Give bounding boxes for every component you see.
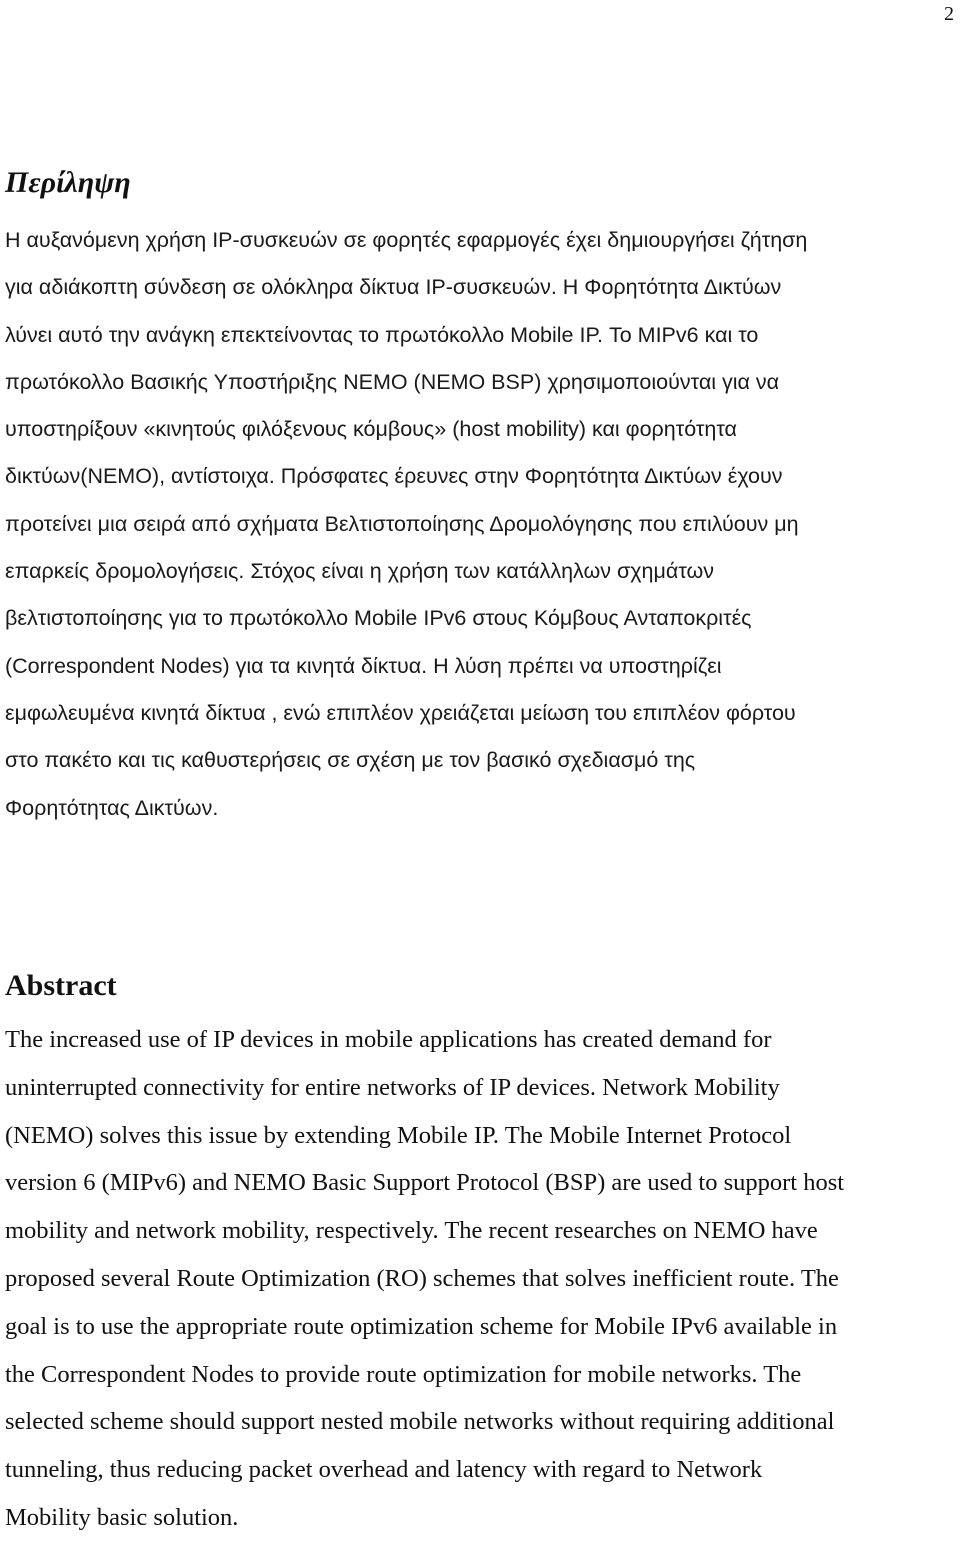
english-line: Mobility basic solution. (5, 1503, 239, 1531)
english-line: goal is to use the appropriate route optimization scheme for Mobile IPv6 available in (5, 1312, 838, 1340)
english-abstract-heading: Abstract (5, 969, 117, 1002)
english-abstract-section (5, 966, 953, 1542)
greek-line: πρωτόκολλο Βασικής Υποστήριξης NEMO (NEMO BSP) χρησιμοποιούνται για να (5, 369, 780, 394)
greek-line: δικτύων(NEMO), αντίστοιχα. Πρόσφατες έρευνες στην Φορητότητα Δικτύων έχουν (5, 464, 783, 489)
greek-line: για αδιάκοπτη σύνδεση σε ολόκληρα δίκτυα IP-συσκευών. Η Φορητότητα Δικτύων (5, 275, 782, 300)
english-line: proposed several Route Optimization (RO) schemes that solves inefficient route. The (5, 1264, 839, 1292)
english-line: mobility and network mobility, respectively. The recent researches on NEMO have (5, 1217, 818, 1245)
english-line: uninterrupted connectivity for entire networks of IP devices. Network Mobility (5, 1073, 780, 1101)
english-line: (NEMO) solves this issue by extending Mobile IP. The Mobile Internet Protocol (5, 1121, 792, 1149)
greek-line: Η αυξανόμενη χρήση IP-συσκευών σε φορητές εφαρμογές έχει δημιουργήσει ζήτηση (5, 228, 808, 252)
greek-abstract-heading: Περίληψη (5, 166, 131, 199)
greek-line: προτείνει μια σειρά από σχήματα Βελτιστοποίησης Δρομολόγησης που επιλύουν μη (5, 511, 799, 536)
english-line: The increased use of IP devices in mobile applications has created demand for (5, 1026, 772, 1053)
greek-line: (Correspondent Nodes) για τα κινητά δίκτυα. Η λύση πρέπει να υποστηρίζει (5, 653, 722, 678)
greek-abstract-body (5, 217, 953, 832)
greek-line: εμφωλευμένα κινητά δίκτυα , ενώ επιπλέον χρειάζεται μείωση του επιπλέον φόρτου (5, 700, 796, 725)
english-line: selected scheme should support nested mobile networks without requiring additional (5, 1408, 835, 1436)
english-line: version 6 (MIPv6) and NEMO Basic Support Protocol (BSP) are used to support host (5, 1169, 845, 1197)
english-abstract-body (5, 1016, 953, 1542)
english-line: the Correspondent Nodes to provide route optimization for mobile networks. The (5, 1360, 802, 1388)
greek-abstract-section (5, 163, 953, 832)
greek-line: βελτιστοποίησης για το πρωτόκολλο Mobile IPv6 στους Κόμβους Ανταποκριτές (5, 606, 752, 631)
page-number: 2 (944, 3, 954, 25)
greek-line: στο πακέτο και τις καθυστερήσεις σε σχέση με τον βασικό σχεδιασμό της (5, 748, 696, 773)
greek-line: Φορητότητας Δικτύων. (5, 795, 219, 820)
greek-line: επαρκείς δρομολογήσεις. Στόχος είναι η χρήση των κατάλληλων σχημάτων (5, 559, 715, 584)
greek-line: λύνει αυτό την ανάγκη επεκτείνοντας το πρωτόκολλο Mobile IP. Το MIPv6 και το (5, 322, 759, 347)
greek-line: υποστηρίξουν «κινητούς φιλόξενους κόμβους» (host mobility) και φορητότητα (5, 417, 737, 442)
english-line: tunneling, thus reducing packet overhead and latency with regard to Network (5, 1456, 763, 1484)
